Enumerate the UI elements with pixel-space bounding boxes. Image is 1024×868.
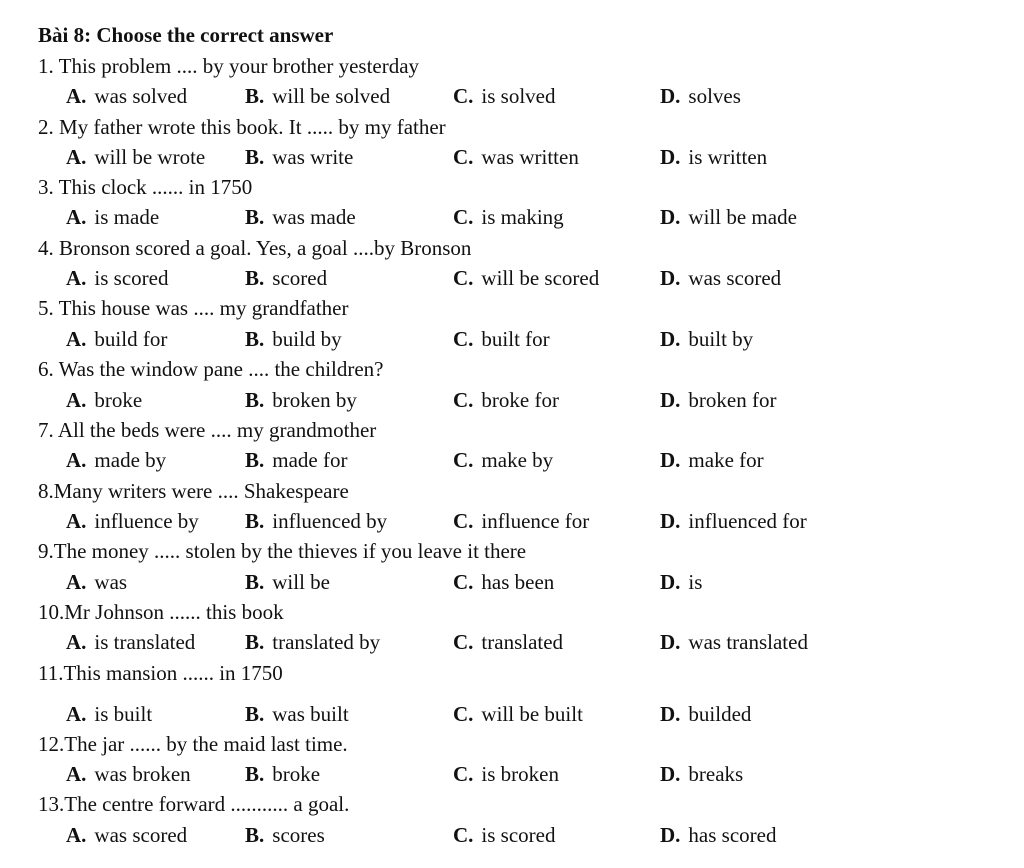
option-text: scores bbox=[272, 823, 325, 847]
option-letter: B. bbox=[245, 702, 265, 726]
option-text: influenced for bbox=[688, 509, 807, 533]
option-letter: B. bbox=[245, 509, 265, 533]
option-text: solves bbox=[688, 84, 741, 108]
option-text: is scored bbox=[481, 823, 556, 847]
q9-option-a bbox=[66, 568, 127, 596]
option-letter: B. bbox=[245, 388, 265, 412]
q3-option-a bbox=[66, 203, 159, 231]
option-text: is bbox=[688, 570, 703, 594]
q6-option-a bbox=[66, 386, 142, 414]
option-letter: D. bbox=[660, 702, 681, 726]
option-letter: B. bbox=[245, 84, 265, 108]
option-text: is built bbox=[94, 702, 153, 726]
q12-option-a bbox=[66, 760, 191, 788]
option-text: scored bbox=[272, 266, 328, 290]
q2-option-c bbox=[453, 143, 579, 171]
option-letter: D. bbox=[660, 205, 681, 229]
q5-option-d bbox=[660, 325, 753, 353]
q1-option-b bbox=[245, 82, 390, 110]
option-letter: D. bbox=[660, 762, 681, 786]
q4-option-a bbox=[66, 264, 169, 292]
q10-option-d bbox=[660, 628, 808, 656]
question-13: 13.The centre forward ........... a goal. bbox=[38, 792, 350, 816]
q12-option-c bbox=[453, 760, 559, 788]
option-letter: D. bbox=[660, 823, 681, 847]
question-9: 9.The money ..... stolen by the thieves if you leave it there bbox=[38, 539, 527, 563]
q8-option-b bbox=[245, 507, 387, 535]
option-text: built by bbox=[688, 327, 754, 351]
option-letter: C. bbox=[453, 205, 474, 229]
option-text: is scored bbox=[94, 266, 169, 290]
option-letter: A. bbox=[66, 762, 87, 786]
option-text: was translated bbox=[688, 630, 808, 654]
option-letter: C. bbox=[453, 823, 474, 847]
option-text: influence by bbox=[94, 509, 199, 533]
option-letter: A. bbox=[66, 266, 87, 290]
q1-option-c bbox=[453, 82, 556, 110]
option-text: was written bbox=[481, 145, 579, 169]
question-10: 10.Mr Johnson ...... this book bbox=[38, 600, 284, 624]
option-text: broke bbox=[94, 388, 143, 412]
q3-option-c bbox=[453, 203, 564, 231]
option-text: was made bbox=[272, 205, 356, 229]
question-8: 8.Many writers were .... Shakespeare bbox=[38, 479, 349, 503]
option-letter: B. bbox=[245, 570, 265, 594]
option-text: influenced by bbox=[272, 509, 388, 533]
option-text: made by bbox=[94, 448, 167, 472]
q4-option-c bbox=[453, 264, 599, 292]
option-letter: B. bbox=[245, 266, 265, 290]
q10-option-b bbox=[245, 628, 380, 656]
question-5: 5. This house was .... my grandfather bbox=[38, 296, 349, 320]
option-letter: D. bbox=[660, 570, 681, 594]
option-text: is translated bbox=[94, 630, 196, 654]
option-letter: C. bbox=[453, 448, 474, 472]
option-letter: C. bbox=[453, 327, 474, 351]
option-letter: A. bbox=[66, 205, 87, 229]
q10-option-a bbox=[66, 628, 195, 656]
q5-option-b bbox=[245, 325, 342, 353]
option-text: will be solved bbox=[272, 84, 391, 108]
option-letter: B. bbox=[245, 823, 265, 847]
option-letter: A. bbox=[66, 84, 87, 108]
option-text: has been bbox=[481, 570, 555, 594]
option-text: was built bbox=[272, 702, 349, 726]
q6-option-c bbox=[453, 386, 559, 414]
q5-option-c bbox=[453, 325, 550, 353]
question-12: 12.The jar ...... by the maid last time. bbox=[38, 732, 348, 756]
option-letter: A. bbox=[66, 702, 87, 726]
option-text: breaks bbox=[688, 762, 744, 786]
q3-option-d bbox=[660, 203, 797, 231]
q9-option-d bbox=[660, 568, 702, 596]
option-letter: A. bbox=[66, 327, 87, 351]
option-text: is broken bbox=[481, 762, 559, 786]
option-letter: C. bbox=[453, 702, 474, 726]
option-text: build by bbox=[272, 327, 342, 351]
option-letter: A. bbox=[66, 570, 87, 594]
option-text: is made bbox=[94, 205, 160, 229]
option-text: broken for bbox=[688, 388, 777, 412]
option-text: build for bbox=[94, 327, 168, 351]
option-text: will be wrote bbox=[94, 145, 206, 169]
q6-option-d bbox=[660, 386, 776, 414]
option-letter: C. bbox=[453, 630, 474, 654]
option-letter: C. bbox=[453, 509, 474, 533]
option-letter: D. bbox=[660, 266, 681, 290]
option-text: broke bbox=[272, 762, 321, 786]
option-letter: A. bbox=[66, 388, 87, 412]
q9-option-b bbox=[245, 568, 330, 596]
option-letter: A. bbox=[66, 509, 87, 533]
q1-option-d bbox=[660, 82, 741, 110]
option-text: was broken bbox=[94, 762, 191, 786]
option-letter: A. bbox=[66, 145, 87, 169]
option-text: will be scored bbox=[481, 266, 600, 290]
option-letter: D. bbox=[660, 84, 681, 108]
option-letter: C. bbox=[453, 266, 474, 290]
option-letter: B. bbox=[245, 145, 265, 169]
q11-option-c bbox=[453, 700, 583, 728]
option-letter: D. bbox=[660, 388, 681, 412]
option-letter: C. bbox=[453, 762, 474, 786]
q7-option-c bbox=[453, 446, 553, 474]
option-letter: C. bbox=[453, 388, 474, 412]
q6-option-b bbox=[245, 386, 357, 414]
option-letter: D. bbox=[660, 509, 681, 533]
option-letter: C. bbox=[453, 145, 474, 169]
option-letter: D. bbox=[660, 630, 681, 654]
q2-option-a bbox=[66, 143, 205, 171]
option-text: was scored bbox=[688, 266, 782, 290]
option-letter: B. bbox=[245, 762, 265, 786]
option-letter: B. bbox=[245, 327, 265, 351]
q3-option-b bbox=[245, 203, 356, 231]
q8-option-a bbox=[66, 507, 199, 535]
q13-option-a bbox=[66, 821, 187, 849]
option-text: was bbox=[94, 570, 128, 594]
q7-option-b bbox=[245, 446, 347, 474]
question-4: 4. Bronson scored a goal. Yes, a goal ....by Bronson bbox=[38, 236, 472, 260]
q13-option-b bbox=[245, 821, 325, 849]
option-text: will be made bbox=[688, 205, 797, 229]
option-text: was write bbox=[272, 145, 354, 169]
option-letter: A. bbox=[66, 823, 87, 847]
q8-option-c bbox=[453, 507, 589, 535]
q2-option-d bbox=[660, 143, 767, 171]
option-letter: C. bbox=[453, 84, 474, 108]
option-letter: C. bbox=[453, 570, 474, 594]
q11-option-a bbox=[66, 700, 152, 728]
option-letter: A. bbox=[66, 630, 87, 654]
q7-option-a bbox=[66, 446, 166, 474]
q2-option-b bbox=[245, 143, 353, 171]
option-text: broke for bbox=[481, 388, 559, 412]
option-text: translated by bbox=[272, 630, 381, 654]
option-text: is written bbox=[688, 145, 768, 169]
q9-option-c bbox=[453, 568, 554, 596]
q4-option-d bbox=[660, 264, 781, 292]
option-text: influence for bbox=[481, 509, 590, 533]
exercise-title: Bài 8: Choose the correct answer bbox=[38, 23, 334, 47]
option-text: was solved bbox=[94, 84, 188, 108]
q11-option-d bbox=[660, 700, 751, 728]
question-11: 11.This mansion ...... in 1750 bbox=[38, 661, 283, 685]
option-text: broken by bbox=[272, 388, 357, 412]
option-letter: A. bbox=[66, 448, 87, 472]
question-3: 3. This clock ...... in 1750 bbox=[38, 175, 253, 199]
q13-option-c bbox=[453, 821, 556, 849]
option-text: made for bbox=[272, 448, 348, 472]
question-1: 1. This problem .... by your brother yesterday bbox=[38, 54, 420, 78]
option-text: is making bbox=[481, 205, 564, 229]
q12-option-d bbox=[660, 760, 743, 788]
q5-option-a bbox=[66, 325, 167, 353]
option-letter: B. bbox=[245, 205, 265, 229]
q1-option-a bbox=[66, 82, 187, 110]
q8-option-d bbox=[660, 507, 807, 535]
option-text: will be bbox=[272, 570, 331, 594]
option-letter: D. bbox=[660, 448, 681, 472]
question-7: 7. All the beds were .... my grandmother bbox=[38, 418, 377, 442]
option-text: make by bbox=[481, 448, 554, 472]
question-2: 2. My father wrote this book. It ..... by my father bbox=[38, 115, 446, 139]
option-text: will be built bbox=[481, 702, 583, 726]
q13-option-d bbox=[660, 821, 776, 849]
q11-option-b bbox=[245, 700, 349, 728]
option-text: translated bbox=[481, 630, 564, 654]
question-6: 6. Was the window pane .... the children? bbox=[38, 357, 384, 381]
q7-option-d bbox=[660, 446, 764, 474]
option-text: built for bbox=[481, 327, 550, 351]
option-letter: B. bbox=[245, 448, 265, 472]
option-text: has scored bbox=[688, 823, 777, 847]
q10-option-c bbox=[453, 628, 563, 656]
option-letter: D. bbox=[660, 327, 681, 351]
option-text: was scored bbox=[94, 823, 188, 847]
option-text: builded bbox=[688, 702, 752, 726]
option-letter: D. bbox=[660, 145, 681, 169]
option-text: make for bbox=[688, 448, 764, 472]
q4-option-b bbox=[245, 264, 327, 292]
option-text: is solved bbox=[481, 84, 556, 108]
q12-option-b bbox=[245, 760, 320, 788]
option-letter: B. bbox=[245, 630, 265, 654]
